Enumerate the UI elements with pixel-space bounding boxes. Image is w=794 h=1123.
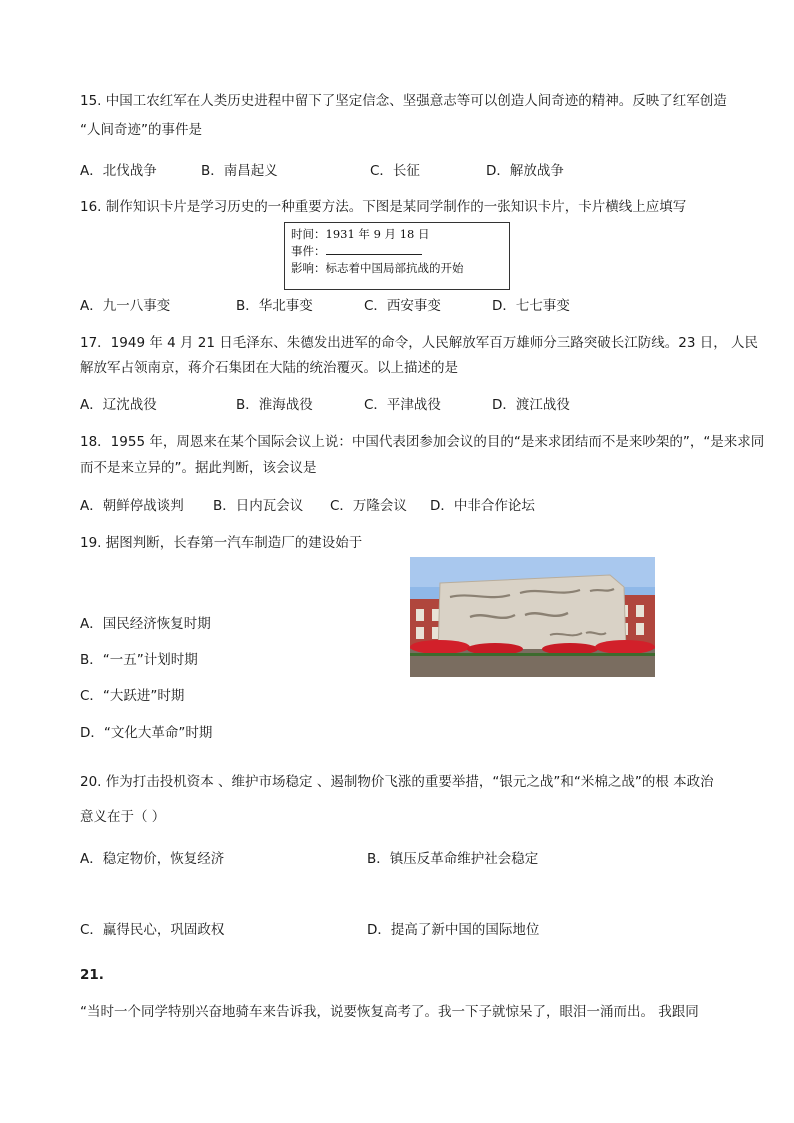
factory-monument-photo: [410, 557, 655, 677]
q18-stem-line2: 而不是来立异的”。据此判断，该会议是: [80, 460, 317, 476]
q18-option-d[interactable]: D．中非合作论坛: [430, 498, 535, 514]
q20-stem-line2: 意义在于（ ）: [80, 809, 166, 825]
q15-option-a[interactable]: A．北伐战争: [80, 163, 157, 179]
card-impact: 影响：标志着中国局部抗战的开始: [291, 261, 464, 275]
q18-option-c[interactable]: C．万隆会议: [330, 498, 407, 514]
q18-option-a[interactable]: A．朝鲜停战谈判: [80, 498, 184, 514]
q17-stem-line1: 17．1949 年 4 月 21 日毛泽东、朱德发出进军的命令，人民解放军百万雄师分三路突破长江防线。23 日， 人民: [80, 335, 759, 351]
q16-stem-line1: 16. 制作知识卡片是学习历史的一种重要方法。下图是某同学制作的一张知识卡片，卡片横线上应填写: [80, 199, 687, 215]
q17-option-c[interactable]: C．平津战役: [364, 397, 441, 413]
q21-passage-line1: “当时一个同学特别兴奋地骑车来告诉我，说要恢复高考了。我一下子就惊呆了，眼泪一涌而出。 我跟同: [80, 1004, 699, 1020]
q15-stem-line1: 15. 中国工农红军在人类历史进程中留下了坚定信念、坚强意志等可以创造人间奇迹的精神。反映了红军创造: [80, 93, 727, 109]
q20-option-a[interactable]: A．稳定物价，恢复经济: [80, 851, 225, 867]
q17-option-d[interactable]: D．渡江战役: [492, 397, 570, 413]
q19-option-d[interactable]: D．“文化大革命”时期: [80, 725, 213, 741]
q15-option-b[interactable]: B．南昌起义: [201, 163, 278, 179]
q20-option-c[interactable]: C．赢得民心，巩固政权: [80, 922, 225, 938]
q18-option-b[interactable]: B．日内瓦会议: [213, 498, 304, 514]
q18-stem-line1: 18．1955 年，周恩来在某个国际会议上说：中国代表团参加会议的目的“是来求团结而不是来吵架的”，“是来求同: [80, 434, 765, 450]
q19-option-b[interactable]: B．“一五”计划时期: [80, 652, 198, 668]
q20-stem-line1: 20. 作为打击投机资本 、维护市场稳定 、遏制物价飞涨的重要举措，“银元之战”和“米棉之战”的根 本政治: [80, 774, 714, 790]
q16-option-b[interactable]: B．华北事变: [236, 298, 313, 314]
knowledge-card: [284, 222, 510, 290]
card-time: 时间：1931 年 9 月 18 日: [291, 227, 430, 241]
q17-stem-line2: 解放军占领南京，蒋介石集团在大陆的统治覆灭。以上描述的是: [80, 360, 458, 376]
q15-option-c[interactable]: C．长征: [370, 163, 420, 179]
q16-option-c[interactable]: C．西安事变: [364, 298, 441, 314]
card-event-blank: [326, 243, 422, 255]
q15-stem-line2: “人间奇迹”的事件是: [80, 122, 202, 138]
q16-option-a[interactable]: A．九一八事变: [80, 298, 171, 314]
q17-option-b[interactable]: B．淮海战役: [236, 397, 313, 413]
q16-option-d[interactable]: D．七七事变: [492, 298, 570, 314]
q19-option-c[interactable]: C．“大跃进”时期: [80, 688, 185, 704]
q19-stem: 19. 据图判断，长春第一汽车制造厂的建设始于: [80, 535, 363, 551]
q19-option-a[interactable]: A．国民经济恢复时期: [80, 616, 211, 632]
q20-option-b[interactable]: B．镇压反革命维护社会稳定: [367, 851, 539, 867]
card-event-label: 事件：: [291, 244, 326, 258]
q15-option-d[interactable]: D．解放战争: [486, 163, 564, 179]
q20-option-d[interactable]: D．提高了新中国的国际地位: [367, 922, 540, 938]
q21-number: 21.: [80, 967, 104, 983]
q17-option-a[interactable]: A．辽沈战役: [80, 397, 157, 413]
